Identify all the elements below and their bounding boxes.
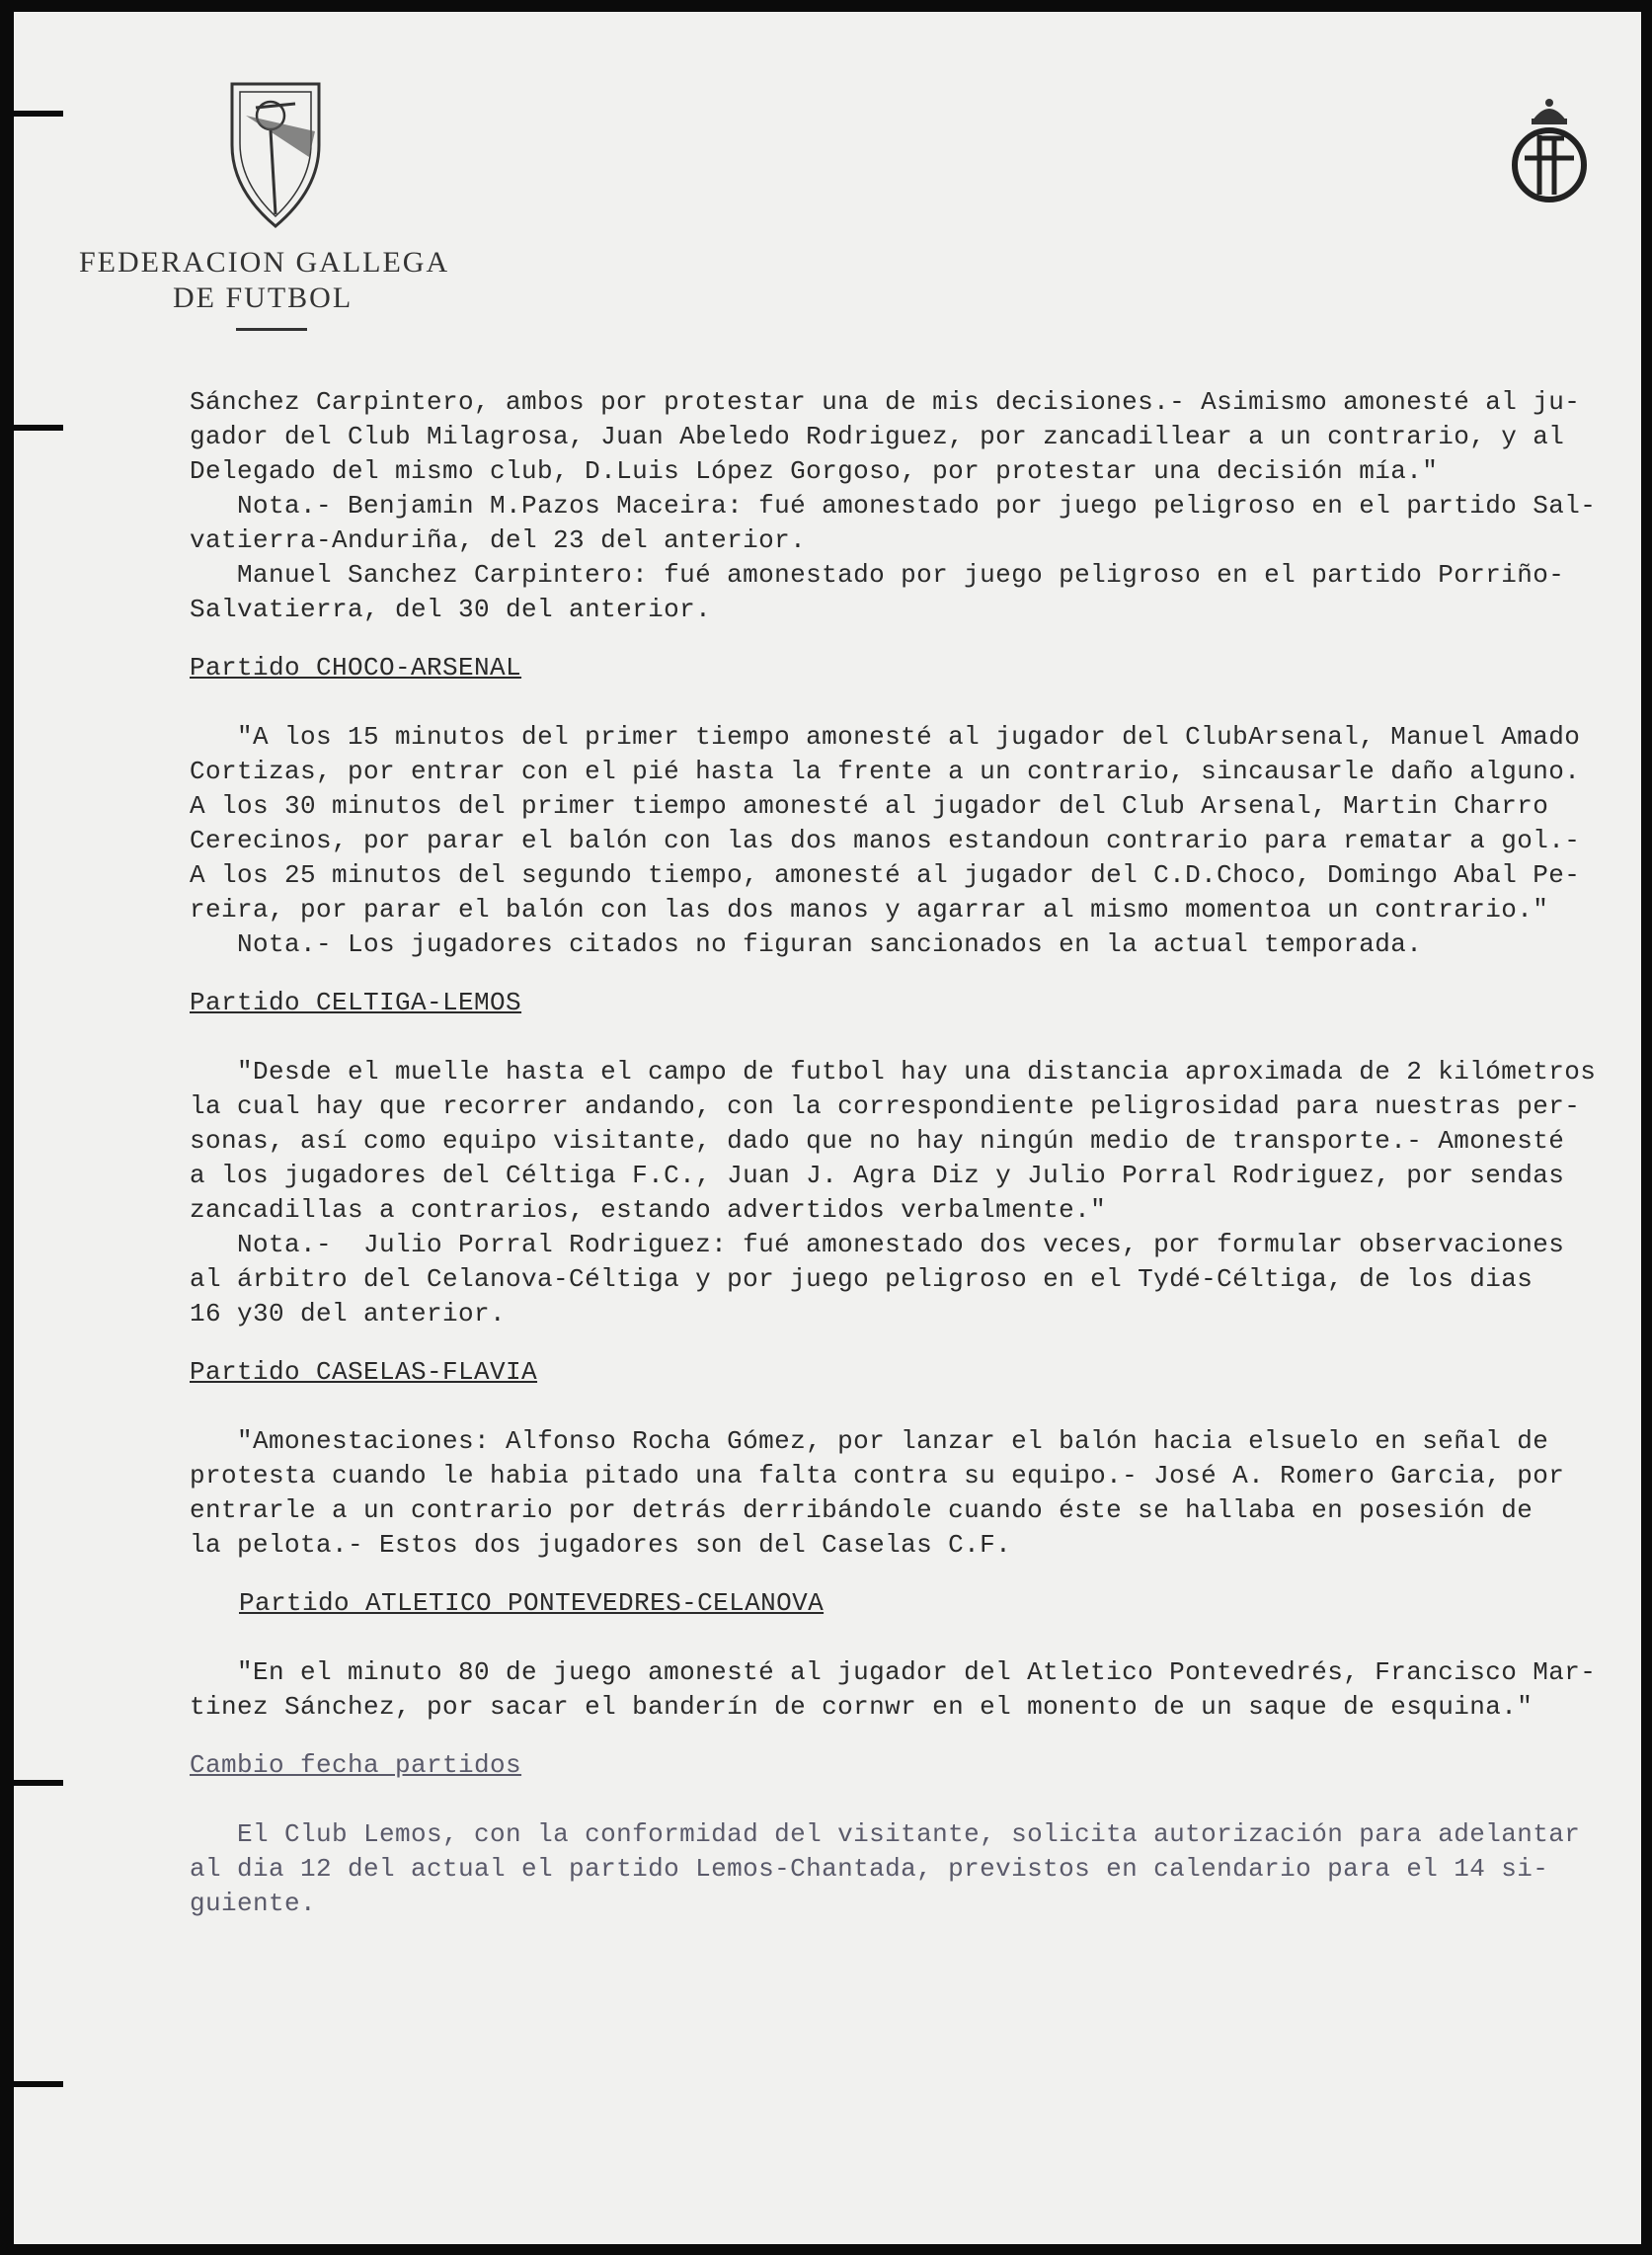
binding-mark [14, 2081, 63, 2087]
body-line: "En el minuto 80 de juego amonesté al jugador del Atletico Pontevedrés, Francisco Mar- [190, 1657, 1597, 1687]
federation-name-line2: DE FUTBOL [173, 282, 354, 314]
body-line: sonas, así como equipo visitante, dado que no hay ningún medio de transporte.- Amonesté [190, 1126, 1565, 1156]
binding-mark [14, 425, 63, 431]
body-line: 16 y30 del anterior. [190, 1299, 507, 1329]
body-line: guiente. [190, 1889, 317, 1918]
document-body [190, 385, 1631, 1921]
section-heading: Partido CELTIGA-LEMOS [190, 988, 522, 1017]
rfef-crest-right-icon [1505, 91, 1594, 209]
body-line: al árbitro del Celanova-Céltiga y por juego peligroso en el Tydé-Céltiga, de los dias [190, 1264, 1534, 1294]
federation-crest-left-icon [226, 76, 325, 234]
binding-mark [14, 1780, 63, 1786]
body-line: "Amonestaciones: Alfonso Rocha Gómez, por lanzar el balón hacia elsuelo en señal de [190, 1426, 1549, 1456]
body-line: la cual hay que recorrer andando, con la correspondiente peligrosidad para nuestras per- [190, 1091, 1581, 1121]
body-line: Nota.- Julio Porral Rodriguez: fué amonestado dos veces, por formular observaciones [190, 1230, 1565, 1259]
binding-mark [14, 111, 63, 117]
body-line: Sánchez Carpintero, ambos por protestar una de mis decisiones.- Asimismo amonesté al ju- [190, 387, 1581, 417]
federation-name [79, 245, 494, 316]
body-line: El Club Lemos, con la conformidad del visitante, solicita autorización para adelantar [190, 1819, 1581, 1849]
body-line: Salvatierra, del 30 del anterior. [190, 595, 712, 624]
body-line: gador del Club Milagrosa, Juan Abeledo Rodriguez, por zancadillear a un contrario, y al [190, 422, 1565, 451]
body-line: la pelota.- Estos dos jugadores son del Caselas C.F. [190, 1530, 1012, 1560]
body-line: Nota.- Los jugadores citados no figuran sancionados en la actual temporada. [190, 929, 1423, 959]
body-line: zancadillas a contrarios, estando advertidos verbalmente." [190, 1195, 1107, 1225]
section-heading: Partido CHOCO-ARSENAL [190, 653, 522, 683]
body-line: Cerecinos, por parar el balón con las dos manos estandoun contrario para rematar a gol.- [190, 826, 1581, 855]
section-heading: Cambio fecha partidos [190, 1750, 522, 1780]
header-rule [236, 328, 307, 331]
body-line: Manuel Sanchez Carpintero: fué amonestado por juego peligroso en el partido Porriño- [190, 560, 1565, 590]
body-line: vatierra-Anduriña, del 23 del anterior. [190, 525, 807, 555]
document-page [14, 12, 1641, 2244]
body-line: A los 30 minutos del primer tiempo amonesté al jugador del Club Arsenal, Martin Charro [190, 791, 1549, 821]
body-line: Delegado del mismo club, D.Luis López Gorgoso, por protestar una decisión mía." [190, 456, 1439, 486]
section-heading: Partido CASELAS-FLAVIA [190, 1357, 538, 1387]
section-heading: Partido ATLETICO PONTEVEDRES-CELANOVA [239, 1588, 825, 1618]
body-line: "A los 15 minutos del primer tiempo amonesté al jugador del ClubArsenal, Manuel Amado [190, 722, 1581, 752]
body-line: a los jugadores del Céltiga F.C., Juan J. Agra Diz y Julio Porral Rodriguez, por sendas [190, 1161, 1565, 1190]
body-line: al dia 12 del actual el partido Lemos-Chantada, previstos en calendario para el 14 si- [190, 1854, 1549, 1884]
body-line: Cortizas, por entrar con el pié hasta la frente a un contrario, sincausarle daño alguno. [190, 757, 1581, 786]
federation-name-line1: FEDERACION GALLEGA [79, 246, 450, 279]
body-line: A los 25 minutos del segundo tiempo, amonesté al jugador del C.D.Choco, Domingo Abal Pe- [190, 860, 1581, 890]
body-line: tinez Sánchez, por sacar el banderín de cornwr en el monento de un saque de esquina." [190, 1692, 1534, 1722]
body-line: "Desde el muelle hasta el campo de futbol hay una distancia aproximada de 2 kilómetros [190, 1057, 1597, 1087]
body-line: entrarle a un contrario por detrás derribándole cuando éste se hallaba en posesión de [190, 1495, 1534, 1525]
body-line: protesta cuando le habia pitado una falta contra su equipo.- José A. Romero Garcia, por [190, 1461, 1565, 1490]
body-line: reira, por parar el balón con las dos manos y agarrar al mismo momentoa un contrario." [190, 895, 1549, 925]
body-line: Nota.- Benjamin M.Pazos Maceira: fué amonestado por juego peligroso en el partido Sal- [190, 491, 1597, 521]
